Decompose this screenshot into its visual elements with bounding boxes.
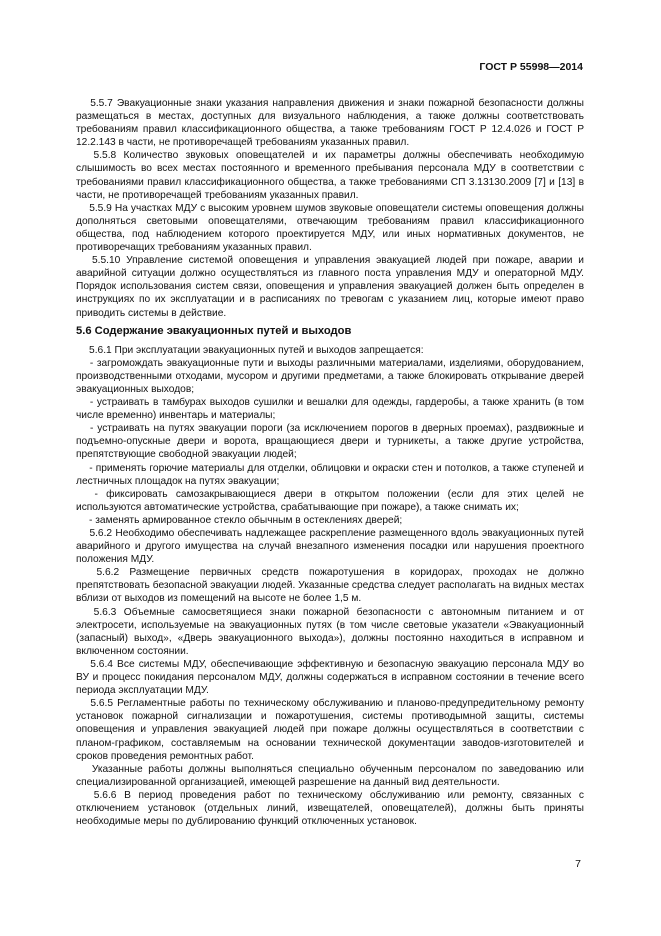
paragraph-5-5-9: 5.5.9 На участках МДУ с высоким уровнем шумов звуковые оповещатели системы оповещения должны дополняться световыми оповещателями, отвечающим требованиям правил классификационного общества, под наблюдением которого проектируется МДУ, или иных нормативных документов, не противоречащих требованиям указанных правил. [76, 202, 584, 254]
list-item: - фиксировать самозакрывающиеся двери в открытом положении (если для этих целей не используются автоматические устройства, срабатывающие при пожаре), а также снимать их; [76, 488, 584, 513]
list-item: - загромождать эвакуационные пути и выходы различными материалами, изделиями, оборудованием, производственными отходами, мусором и другими предметами, а также блокировать открывание дверей эвакуационных выходов; [76, 357, 584, 395]
paragraph-5-5-8: 5.5.8 Количество звуковых оповещателей и их параметры должны обеспечивать необходимую слышимость во всех местах постоянного и временного пребывания персонала МДУ в соответствии с требованиями правил классификационного общества, а также требованиями СП 3.13130.2009 [7] и [13] в части, не противоречащей требованиям указанных правил. [76, 150, 584, 201]
paragraph-5-6-2b: 5.6.2 Размещение первичных средств пожаротушения в коридорах, проходах не должно препятствовать безопасной эвакуации людей. Указанные средства следует располагать на видных местах вблизи от выходов из помещений на высоте не более 1,5 м. [76, 567, 584, 605]
paragraph-5-5-7: 5.5.7 Эвакуационные знаки указания направления движения и знаки пожарной безопасности должны размещаться в местах, доступных для визуального наблюдения, а также должны соответствовать требованиям правил классификационного общества, а также требованиям ГОСТ Р 12.4.026 и ГОСТ Р 12.2.143 в части, не противоречащей требованиям указанных правил. [76, 98, 584, 149]
list-item: - заменять армированное стекло обычным в остеклениях дверей; [89, 514, 403, 526]
paragraph-5-6-5: 5.6.5 Регламентные работы по техническому обслуживанию и планово-предупредительному ремонту установок пожарной сигнализации и пожаротушения, системы противодымной защиты, системы оповещения и управления эвакуацией людей при пожаре должны осуществляться в соответствии с планом-графиком, составляемым на основании технической документации заводов-изготовителей и сроков проведения ремонтных работ. [76, 698, 584, 762]
list-item: - устраивать в тамбурах выходов сушилки и вешалки для одежды, гардеробы, а также хранить (в том числе временно) инвентарь и материалы; [76, 397, 584, 422]
paragraph-5-6-6: 5.6.6 В период проведения работ по техническому обслуживанию или ремонту, связанных с отключением установок (отдельных линий, извещателей, оповещателей), должны быть приняты необходимые меры по дублированию функций отключенных установок. [76, 789, 584, 828]
page-body [76, 97, 584, 828]
paragraph-5-6-3: 5.6.3 Объемные самосветящиеся знаки пожарной безопасности с автономным питанием и от электросети, используемые на эвакуационных путях (в том числе световые указатели «Эвакуационный (запасный) выход», «Дверь эвакуационного выхода»), должны постоянно находиться в исправном и включенном состоянии. [76, 606, 584, 657]
section-heading: 5.6 Содержание эвакуационных путей и выходов [76, 324, 352, 337]
document-code: ГОСТ Р 55998—2014 [479, 61, 583, 73]
page-number: 7 [575, 858, 581, 870]
paragraph-5-5-10: 5.5.10 Управление системой оповещения и управления эвакуацией людей при пожаре, аварии и аварийной ситуации должно осуществляться из главного поста управления МДУ и операторной МДУ. Порядок использования систем связи, оповещения и управления эвакуацией должен быть определен в инструкциях по их эксплуатации и в расписаниях по тревогам с указанием лиц, которые имеют право приводить системы в действие. [76, 255, 584, 319]
list-item: - устраивать на путях эвакуации пороги (за исключением порогов в дверных проемах), раздвижные и подъемно-опускные двери и ворота, вращающиеся двери и турникеты, а также другие устройства, препятствующие свободной эвакуации людей; [76, 423, 584, 461]
paragraph-5-6-5-note: Указанные работы должны выполняться специально обученным персоналом по заведованию или специализированной организацией, имеющей разрешение на данный вид деятельности. [76, 763, 584, 788]
list-item: - применять горючие материалы для отделки, облицовки и окраски стен и потолков, а также ступеней и лестничных площадок на путях эвакуации; [76, 462, 584, 487]
paragraph-5-6-1: 5.6.1 При эксплуатации эвакуационных путей и выходов запрещается: [89, 344, 424, 356]
paragraph-5-6-2a: 5.6.2 Необходимо обеспечивать надлежащее раскрепление размещенного вдоль эвакуационных путей аварийного и другого имущества на случай внезапного изменения посадки или нарушения проектного положения МДУ. [76, 528, 584, 566]
paragraph-5-6-4: 5.6.4 Все системы МДУ, обеспечивающие эффективную и безопасную эвакуацию персонала МДУ во ВУ и процесс покидания персоналом МДУ, должны содержаться в исправном состоянии в течение всего периода эксплуатации МДУ. [76, 658, 584, 697]
